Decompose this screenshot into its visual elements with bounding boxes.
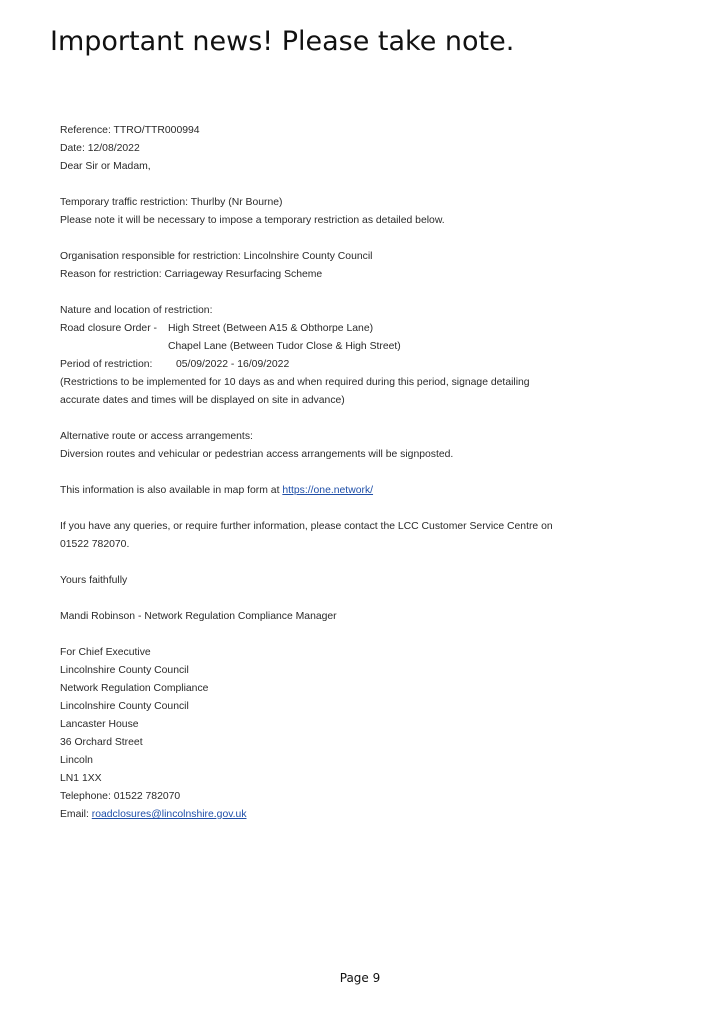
queries-line-1: If you have any queries, or require further information, please contact the LCC Customer Service Centre on [60, 521, 553, 532]
map-link[interactable]: https://one.network/ [282, 485, 374, 496]
address-line: Lincoln [60, 755, 93, 766]
address-line: Lincolnshire County Council [60, 665, 189, 676]
address-line: Lancaster House [60, 719, 139, 730]
alt-route-text: Diversion routes and vehicular or pedestrian access arrangements will be signposted. [60, 449, 454, 460]
period-label: Period of restriction: [60, 359, 153, 370]
alt-route-heading: Alternative route or access arrangements: [60, 431, 253, 442]
address-line: 36 Orchard Street [60, 737, 143, 748]
restriction-title: Temporary traffic restriction: Thurlby (Nr Bourne) [60, 197, 283, 208]
restrictions-note-2: accurate dates and times will be displayed on site in advance) [60, 395, 345, 406]
page-number: Page 9 [339, 971, 381, 985]
letter-body [60, 122, 660, 824]
organisation-line: Organisation responsible for restriction: Lincolnshire County Council [60, 251, 373, 262]
email-link[interactable]: roadclosures@lincolnshire.gov.uk [91, 809, 247, 820]
nature-heading: Nature and location of restriction: [60, 305, 213, 316]
restrictions-note-1: (Restrictions to be implemented for 10 days as and when required during this period, signage detailing [60, 377, 530, 388]
telephone-line: Telephone: 01522 782070 [60, 791, 181, 802]
road-1: High Street (Between A15 & Obthorpe Lane) [168, 323, 374, 334]
headline: Important news! Please take note. [50, 26, 515, 57]
salutation: Dear Sir or Madam, [60, 161, 151, 172]
reference-line: Reference: TTRO/TTR000994 [60, 125, 200, 136]
email-line [60, 806, 660, 824]
queries-line-2: 01522 782070. [60, 539, 130, 550]
sign-off: Yours faithfully [60, 575, 128, 586]
road-2: Chapel Lane (Between Tudor Close & High Street) [168, 341, 401, 352]
signatory: Mandi Robinson - Network Regulation Compliance Manager [60, 611, 337, 622]
date-line: Date: 12/08/2022 [60, 143, 140, 154]
road-2-line [60, 338, 660, 356]
road-closure-label: Road closure Order - [60, 323, 158, 334]
reason-line: Reason for restriction: Carriageway Resurfacing Scheme [60, 269, 323, 280]
map-text: This information is also available in map form at [60, 485, 280, 496]
email-label: Email: [60, 809, 89, 820]
intro-text: Please note it will be necessary to impose a temporary restriction as detailed below. [60, 215, 445, 226]
road-closure-line [60, 320, 660, 338]
address-line: Lincolnshire County Council [60, 701, 189, 712]
period-line [60, 356, 660, 374]
map-line [60, 482, 660, 500]
address-line: For Chief Executive [60, 647, 151, 658]
address-line: Network Regulation Compliance [60, 683, 209, 694]
address-line: LN1 1XX [60, 773, 102, 784]
period-value: 05/09/2022 - 16/09/2022 [176, 359, 290, 370]
